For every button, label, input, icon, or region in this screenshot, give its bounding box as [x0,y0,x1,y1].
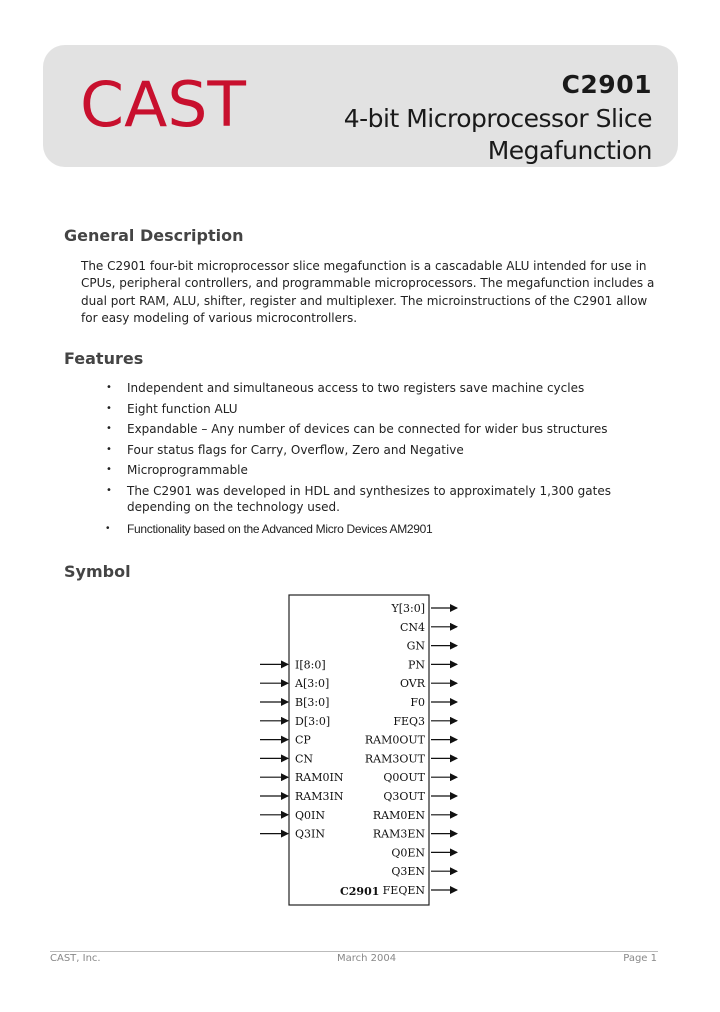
input-pin-label: D[3:0] [295,714,331,728]
input-pin-label: Q3IN [295,827,325,841]
bullet-icon: • [106,522,110,534]
output-pin-label: FEQEN [382,884,425,897]
bullet-icon: • [106,464,112,475]
description-line: dual port RAM, ALU, shifter, register and multiplexer. The microinstructions of the C2901 allow [81,293,648,308]
input-pin-label: B[3:0] [295,696,330,709]
footer-date: March 2004 [337,953,397,964]
output-pin-label: PN [407,658,425,672]
description-line: CPUs, peripheral controllers, and programmable microprocessors. The megafunction includes a [81,276,655,291]
footer-company: CAST, Inc. [50,953,101,964]
output-pin-label: GN [406,639,425,653]
product-title-line: 4-bit Microprocessor Slice [343,104,652,133]
symbol-heading: Symbol [64,562,131,581]
feature-item: • Eight function ALU [106,401,238,416]
footer-page: Page 1 [623,953,657,964]
feature-item: • Independent and simultaneous access to two registers save machine cycles [106,381,585,395]
output-pin-label: Q3OUT [383,790,425,803]
feature-item: • Expandable – Any number of devices can be connected for wider bus structures [106,422,608,436]
input-pin-label: RAM0IN [295,771,344,785]
feature-item: • Microprogrammable [106,463,248,477]
bullet-icon: • [106,484,112,496]
bullet-icon: • [106,423,112,434]
input-pin-label: CN [295,752,314,766]
cast-logo [80,72,248,134]
input-pin-label: I[8:0] [295,658,326,672]
output-pin-label: OVR [399,677,425,691]
output-pin-label: RAM0OUT [364,733,425,747]
description-line: The C2901 four-bit microprocessor slice megafunction is a cascadable ALU intended for use in [81,259,647,273]
feature-item: • Functionality based on the Advanced Micro Devices AM2901 [106,521,433,536]
bullet-icon: • [106,443,112,455]
product-title-line: Megafunction [487,136,652,165]
feature-item: • Four status flags for Carry, Overflow, Zero and Negative [106,442,464,457]
output-pin-label: Q3EN [391,865,425,879]
description-line: for easy modeling of various microcontrollers. [81,310,358,325]
product-title [344,103,652,167]
c2901-symbol-diagram [250,590,470,910]
feature-item-continuation: depending on the technology used. [127,500,340,514]
output-pin-label: F0 [410,696,425,709]
general-description-heading: General Description [64,226,244,245]
product-code: C2901 [561,70,652,99]
output-pin-label: RAM3OUT [364,752,425,766]
input-pin-label: RAM3IN [295,790,344,803]
output-pin-label: Q0OUT [383,771,425,785]
input-pin-label: Q0IN [295,808,325,822]
output-pin-label: RAM3EN [372,827,425,841]
footer-divider [50,951,658,952]
input-pin-label: CP [295,733,311,747]
bullet-icon: • [106,382,112,393]
features-list [106,380,646,541]
output-pin-label: FEQ3 [393,714,425,728]
output-pin-label: Y[3:0] [391,602,425,615]
feature-item: • The C2901 was developed in HDL and synthesizes to approximately 1,300 gates [106,483,611,498]
output-pin-label: CN4 [399,620,425,634]
features-heading: Features [64,349,144,368]
input-pin-label: A[3:0] [295,677,330,691]
output-pin-label: RAM0EN [372,808,425,822]
bullet-icon: • [106,402,112,414]
logo-text: CAST [80,72,248,134]
symbol-block-label: C2901 [340,885,380,898]
output-pin-label: Q0EN [391,846,425,860]
general-description-text [81,258,661,327]
